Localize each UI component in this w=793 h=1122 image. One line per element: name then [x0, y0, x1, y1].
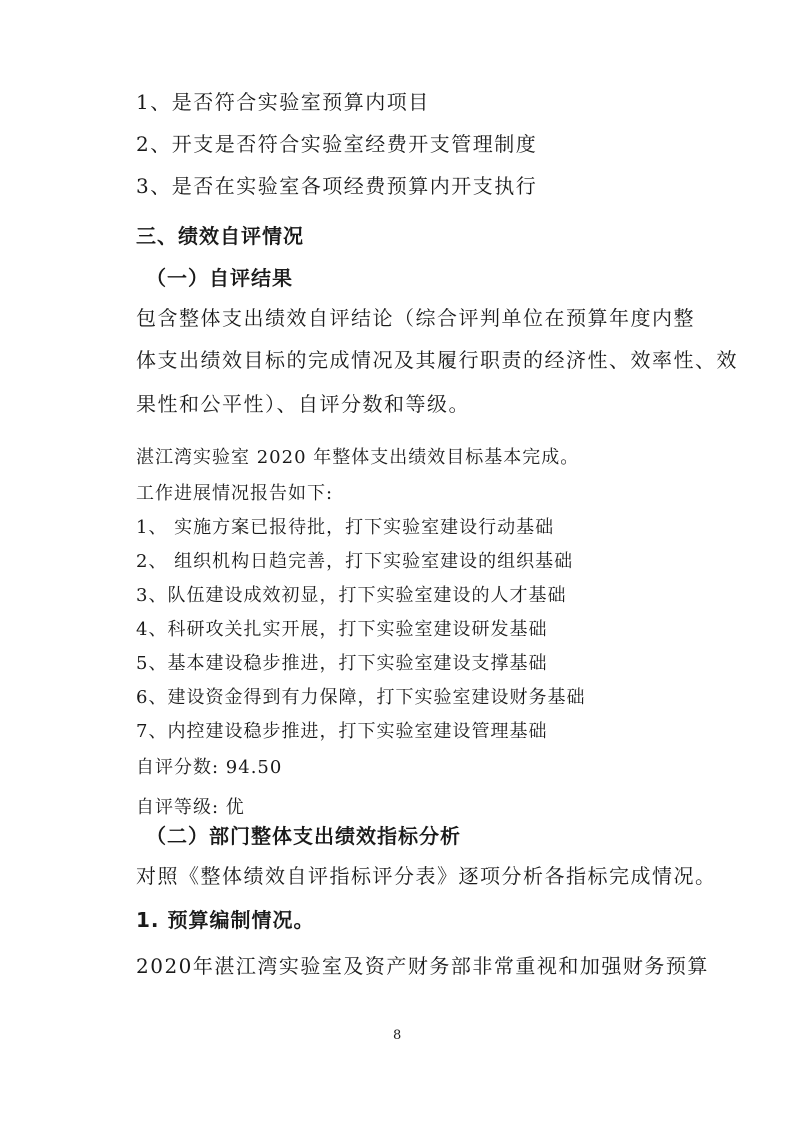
progress-item-1: 1、 实施方案已报待批，打下实验室建设行动基础 — [136, 517, 555, 538]
progress-item-6: 6、建设资金得到有力保障，打下实验室建设财务基础 — [136, 687, 586, 708]
page-number: 8 — [393, 1028, 402, 1043]
criteria-item-2: 2、开支是否符合实验室经费开支管理制度 — [136, 132, 538, 156]
self-evaluation-grade: 自评等级: 优 — [136, 797, 245, 818]
summary-line: 湛江湾实验室 2020 年整体支出绩效目标基本完成。 — [136, 447, 580, 468]
progress-item-7: 7、内控建设稳步推进，打下实验室建设管理基础 — [136, 721, 548, 742]
subsection-heading-indicator-analysis: （二）部门整体支出绩效指标分析 — [146, 824, 461, 848]
item-heading-budget-preparation: 1. 预算编制情况。 — [136, 908, 315, 932]
self-evaluation-score: 自评分数: 94.50 — [136, 757, 283, 778]
criteria-item-1: 1、是否符合实验室预算内项目 — [136, 90, 430, 114]
intro-paragraph-line-2: 体支出绩效目标的完成情况及其履行职责的经济性、效率性、效 — [136, 348, 738, 372]
intro-paragraph-line-3: 果性和公平性）、自评分数和等级。 — [136, 392, 470, 416]
analysis-paragraph: 对照《整体绩效自评指标评分表》逐项分析各指标完成情况。 — [136, 864, 717, 888]
progress-item-4: 4、科研攻关扎实开展，打下实验室建设研发基础 — [136, 619, 548, 640]
section-heading-performance-self-evaluation: 三、绩效自评情况 — [136, 224, 304, 248]
progress-item-5: 5、基本建设稳步推进，打下实验室建设支撑基础 — [136, 653, 548, 674]
progress-item-2: 2、 组织机构日趋完善，打下实验室建设的组织基础 — [136, 551, 574, 572]
criteria-item-3: 3、是否在实验室各项经费预算内开支执行 — [136, 174, 538, 198]
progress-report-title: 工作进展情况报告如下: — [136, 483, 334, 504]
progress-item-3: 3、队伍建设成效初显，打下实验室建设的人才基础 — [136, 585, 567, 606]
budget-paragraph-line-1: 2020年湛江湾实验室及资产财务部非常重视和加强财务预算 — [136, 954, 709, 978]
intro-paragraph-line-1: 包含整体支出绩效自评结论（综合评判单位在预算年度内整 — [136, 306, 695, 330]
subsection-heading-self-evaluation-result: （一）自评结果 — [146, 266, 293, 290]
